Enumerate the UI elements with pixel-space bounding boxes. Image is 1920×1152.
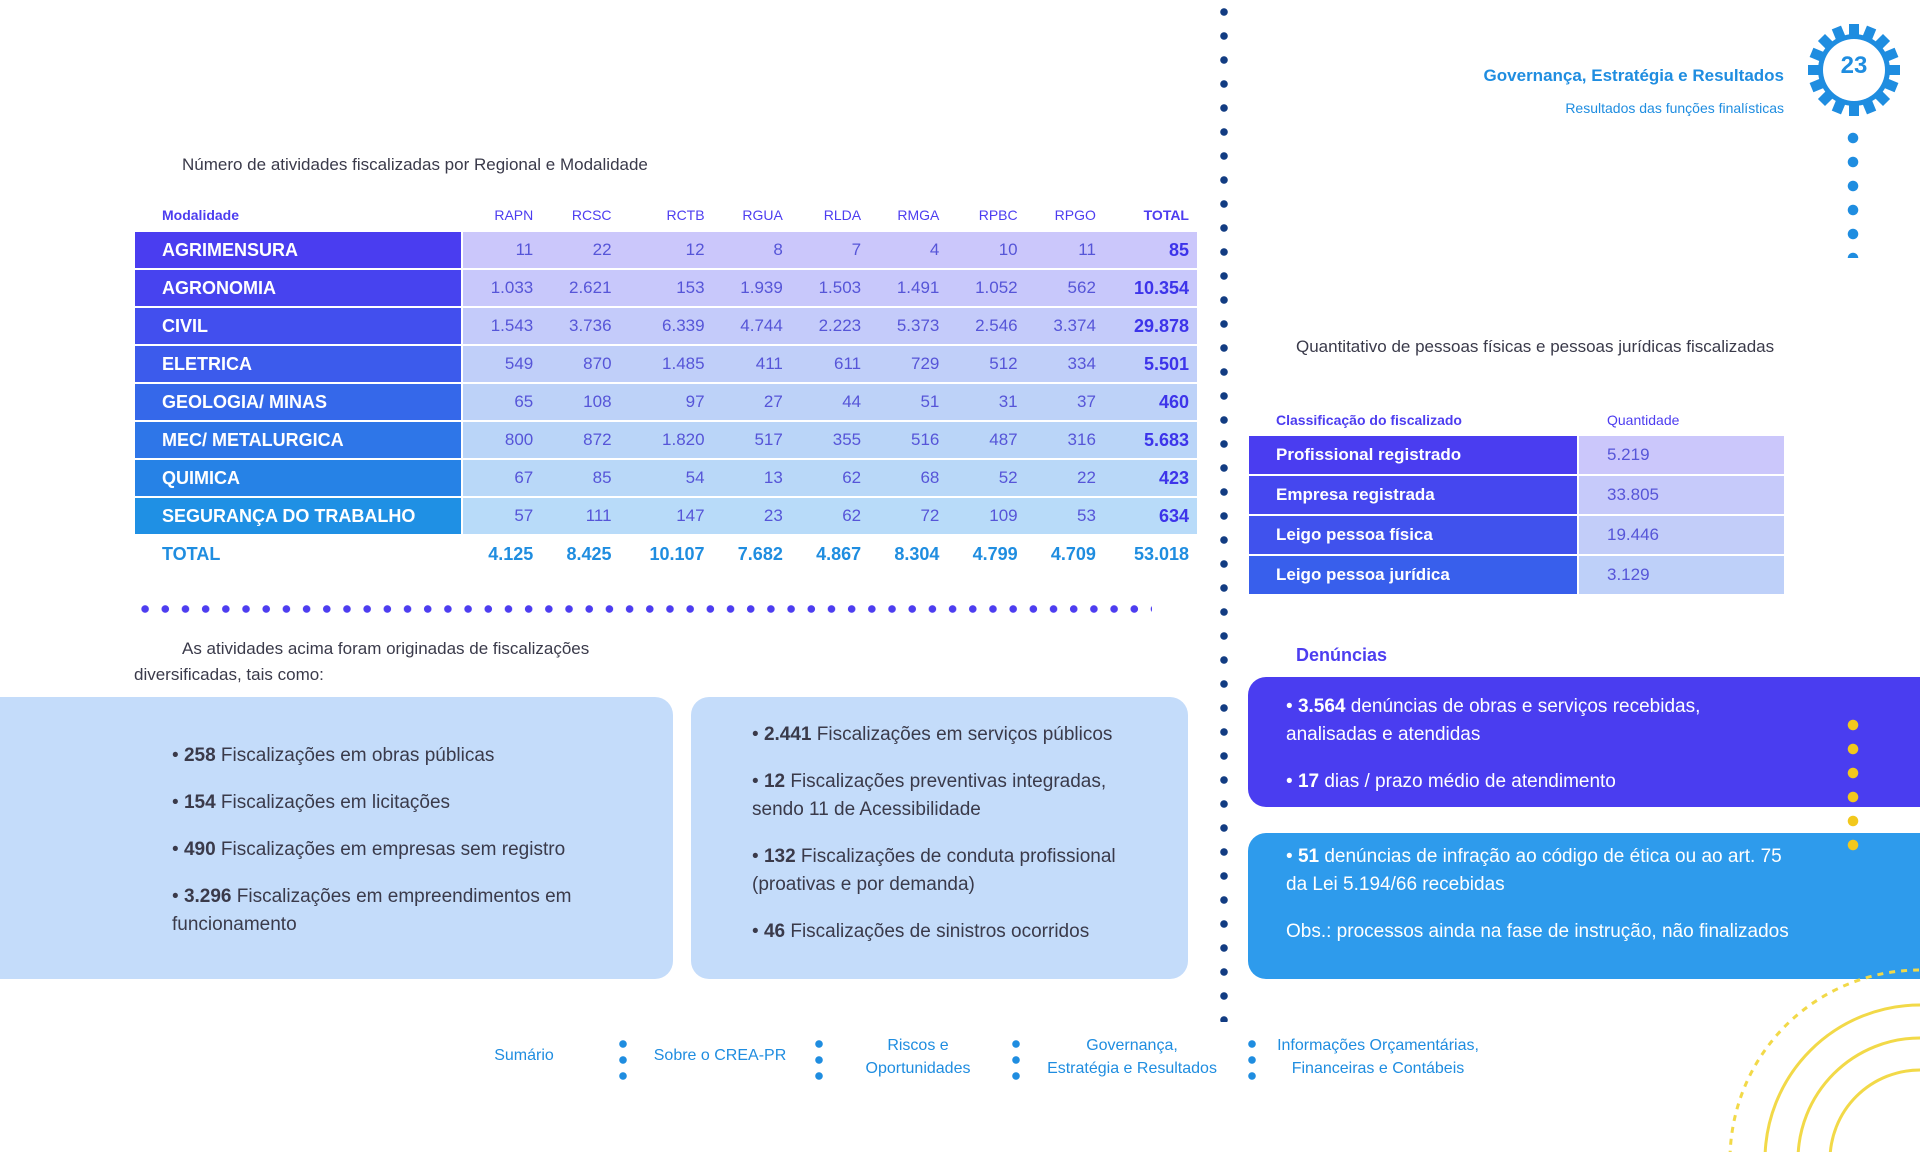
bullet-number: 3.296 [183, 886, 232, 907]
table-row [1249, 516, 1784, 556]
nav-sumario[interactable]: Sumário [494, 1047, 554, 1064]
nav-divider [815, 1036, 823, 1084]
modality-name: AGRONOMIA [135, 270, 463, 308]
table-row [135, 460, 1197, 498]
table-cell: 111 [541, 498, 619, 536]
page-number: 23 [1840, 52, 1868, 79]
table-cell: 108 [541, 384, 619, 422]
bullet-text: denúncias de obras e serviços recebidas, analisadas e atendidas [1286, 696, 1701, 745]
section-title: Governança, Estratégia e Resultados [1483, 66, 1784, 85]
table-cell: 13 [713, 460, 791, 498]
table-cell: 22 [541, 232, 619, 270]
bullet-text: Fiscalizações de sinistros ocorridos [785, 921, 1090, 942]
yellow-dot-trail [1847, 713, 1859, 857]
col-classificacao: Classificação do fiscalizado [1276, 412, 1462, 428]
row-total: 634 [1104, 498, 1197, 536]
column-total: 7.682 [713, 536, 791, 574]
table-cell: 12 [620, 232, 713, 270]
bullet-number: 17 [1297, 771, 1320, 792]
table-cell: 872 [541, 422, 619, 460]
bullet-number: 132 [763, 846, 796, 867]
table-row [135, 270, 1197, 308]
classification-qty: 33.805 [1579, 476, 1784, 516]
row-total: 5.501 [1104, 346, 1197, 384]
column-total: 4.125 [463, 536, 541, 574]
table-cell: 10 [947, 232, 1025, 270]
table-cell: 611 [791, 346, 869, 384]
list-item: • 3.296 Fiscalizações em empreendimentos em funcionamento [172, 886, 572, 935]
denuncias-box-primary [1248, 677, 1920, 807]
table-cell: 2.546 [947, 308, 1025, 346]
table-cell: 6.339 [620, 308, 713, 346]
table-cell: 8 [713, 232, 791, 270]
activities-box-right [691, 697, 1188, 979]
table-cell: 4.744 [713, 308, 791, 346]
bullet-number: 46 [763, 921, 786, 942]
modality-name: AGRIMENSURA [135, 232, 463, 270]
row-total: 423 [1104, 460, 1197, 498]
grand-total: 53.018 [1104, 536, 1197, 574]
table-cell: 516 [869, 422, 947, 460]
list-item: • 154 Fiscalizações em licitações [172, 792, 451, 813]
column-total: 8.425 [541, 536, 619, 574]
column-header: TOTAL [1143, 207, 1189, 223]
table-row [135, 232, 1197, 270]
activities-box-left [0, 697, 673, 979]
main-table-title: Número de atividades fiscalizadas por Regional e Modalidade [182, 155, 648, 174]
table-cell: 23 [713, 498, 791, 536]
table-cell: 109 [947, 498, 1025, 536]
column-total: 4.867 [791, 536, 869, 574]
table-row [135, 384, 1197, 422]
modality-name: ELETRICA [135, 346, 463, 384]
table-cell: 3.374 [1026, 308, 1104, 346]
table-cell: 62 [791, 498, 869, 536]
table-cell: 52 [947, 460, 1025, 498]
table-cell: 1.820 [620, 422, 713, 460]
column-total: 4.799 [947, 536, 1025, 574]
denuncias-obs: Obs.: processos ainda na fase de instrução, não finalizados [1286, 921, 1789, 942]
column-header: Modalidade [162, 207, 240, 223]
bullet-number: 258 [183, 745, 216, 766]
table-cell: 51 [869, 384, 947, 422]
classification-name: Leigo pessoa jurídica [1249, 556, 1579, 596]
table-cell: 355 [791, 422, 869, 460]
table-cell: 1.485 [620, 346, 713, 384]
nav-informacoes[interactable]: Informações Orçamentárias, Financeiras e Contábeis [1277, 1037, 1479, 1077]
table-row [135, 422, 1197, 460]
classification-qty: 19.446 [1579, 516, 1784, 556]
classification-qty: 3.129 [1579, 556, 1784, 596]
table-cell: 411 [713, 346, 791, 384]
classification-title: Quantitativo de pessoas físicas e pessoas jurídicas fiscalizadas [1296, 337, 1775, 356]
denuncia-item: • 3.564 denúncias de obras e serviços recebidas, analisadas e atendidas [1286, 696, 1701, 745]
column-header: RCSC [571, 207, 612, 223]
bullet-text: denúncias de infração ao código de ética ou ao art. 75 da Lei 5.194/66 recebidas [1286, 846, 1782, 895]
table-cell: 72 [869, 498, 947, 536]
nav-riscos[interactable]: Riscos e Oportunidades [865, 1037, 971, 1077]
row-total: 10.354 [1104, 270, 1197, 308]
table-cell: 54 [620, 460, 713, 498]
table-cell: 870 [541, 346, 619, 384]
table-cell: 2.621 [541, 270, 619, 308]
list-item: • 2.441 Fiscalizações em serviços públicos [752, 724, 1113, 745]
decorative-arcs [1700, 960, 1920, 1152]
table-cell: 549 [463, 346, 541, 384]
table-cell: 65 [463, 384, 541, 422]
table-cell: 37 [1026, 384, 1104, 422]
bullet-text: Fiscalizações preventivas integradas, sendo 11 de Acessibilidade [752, 771, 1107, 820]
column-header: RAPN [494, 207, 534, 223]
table-cell: 44 [791, 384, 869, 422]
table-cell: 1.503 [791, 270, 869, 308]
classification-table [1249, 404, 1784, 596]
table-row [135, 346, 1197, 384]
total-label: TOTAL [135, 536, 463, 574]
total-row [135, 536, 1197, 574]
table-row [1249, 476, 1784, 516]
table-cell: 316 [1026, 422, 1104, 460]
classification-name: Profissional registrado [1249, 436, 1579, 476]
table-cell: 153 [620, 270, 713, 308]
row-total: 460 [1104, 384, 1197, 422]
bullet-text: Fiscalizações em obras públicas [215, 745, 495, 766]
table-cell: 4 [869, 232, 947, 270]
column-header: RPBC [978, 207, 1018, 223]
nav-divider [1248, 1036, 1256, 1084]
list-item: • 490 Fiscalizações em empresas sem registro [172, 839, 566, 860]
nav-divider [1012, 1036, 1020, 1084]
modality-name: MEC/ METALURGICA [135, 422, 463, 460]
table-cell: 5.373 [869, 308, 947, 346]
table-cell: 11 [463, 232, 541, 270]
nav-divider [619, 1036, 627, 1084]
table-cell: 800 [463, 422, 541, 460]
column-total: 4.709 [1026, 536, 1104, 574]
list-item: • 46 Fiscalizações de sinistros ocorridos [752, 921, 1090, 942]
nav-sobre[interactable]: Sobre o CREA-PR [653, 1047, 787, 1064]
col-quantidade: Quantidade [1607, 412, 1680, 428]
list-item: • 12 Fiscalizações preventivas integradas, sendo 11 de Acessibilidade [752, 771, 1107, 820]
table-cell: 1.491 [869, 270, 947, 308]
column-header: RLDA [823, 207, 862, 223]
row-total: 85 [1104, 232, 1197, 270]
bullet-text: dias / prazo médio de atendimento [1319, 771, 1616, 792]
bullet-number: 490 [183, 839, 216, 860]
column-total: 8.304 [869, 536, 947, 574]
table-cell: 67 [463, 460, 541, 498]
classification-qty: 5.219 [1579, 436, 1784, 476]
table-cell: 512 [947, 346, 1025, 384]
table-cell: 3.736 [541, 308, 619, 346]
bullet-number: 12 [763, 771, 786, 792]
table-cell: 22 [1026, 460, 1104, 498]
table-cell: 147 [620, 498, 713, 536]
classification-name: Empresa registrada [1249, 476, 1579, 516]
regional-modality-table [135, 198, 1197, 574]
denuncias-box-secondary [1248, 833, 1920, 979]
column-header: RMGA [897, 207, 940, 223]
column-total: 10.107 [620, 536, 713, 574]
table-cell: 1.052 [947, 270, 1025, 308]
table-cell: 334 [1026, 346, 1104, 384]
bullet-text: Fiscalizações em serviços públicos [811, 724, 1113, 745]
modality-name: SEGURANÇA DO TRABALHO [135, 498, 463, 536]
bullet-text: Fiscalizações em empresas sem registro [215, 839, 566, 860]
table-cell: 85 [541, 460, 619, 498]
table-cell: 1.939 [713, 270, 791, 308]
table-cell: 7 [791, 232, 869, 270]
bullet-number: 2.441 [763, 724, 812, 745]
table-cell: 31 [947, 384, 1025, 422]
denuncia-item: • 51 denúncias de infração ao código de ética ou ao art. 75 da Lei 5.194/66 recebidas [1286, 846, 1782, 895]
nav-governanca[interactable]: Governança, Estratégia e Resultados [1047, 1037, 1217, 1077]
denuncia-item: • 17 dias / prazo médio de atendimento [1286, 771, 1616, 792]
table-cell: 487 [947, 422, 1025, 460]
table-cell: 729 [869, 346, 947, 384]
bullet-text: Fiscalizações em licitações [215, 792, 451, 813]
list-item: • 132 Fiscalizações de conduta profissional (proativas e por demanda) [752, 846, 1116, 895]
row-total: 29.878 [1104, 308, 1197, 346]
classification-name: Leigo pessoa física [1249, 516, 1579, 556]
modality-name: CIVIL [135, 308, 463, 346]
table-cell: 62 [791, 460, 869, 498]
column-header: RGUA [742, 207, 783, 223]
row-total: 5.683 [1104, 422, 1197, 460]
modality-name: QUIMICA [135, 460, 463, 498]
column-header: RCTB [666, 207, 705, 223]
table-cell: 2.223 [791, 308, 869, 346]
list-item: • 258 Fiscalizações em obras públicas [172, 745, 495, 766]
modality-name: GEOLOGIA/ MINAS [135, 384, 463, 422]
bullet-text: Fiscalizações de conduta profissional (proativas e por demanda) [752, 846, 1116, 895]
column-header: RPGO [1054, 207, 1096, 223]
table-cell: 517 [713, 422, 791, 460]
table-cell: 68 [869, 460, 947, 498]
column-divider [1220, 0, 1228, 1022]
table-cell: 562 [1026, 270, 1104, 308]
bullet-number: 3.564 [1297, 696, 1346, 717]
header-dot-trail [1847, 126, 1859, 258]
denuncias-title: Denúncias [1296, 645, 1388, 665]
table-row [1249, 436, 1784, 476]
table-cell: 1.033 [463, 270, 541, 308]
table-row [135, 308, 1197, 346]
table-cell: 57 [463, 498, 541, 536]
bullet-number: 154 [183, 792, 216, 813]
bullet-text: Fiscalizações em empreendimentos em funcionamento [172, 886, 572, 935]
table-cell: 53 [1026, 498, 1104, 536]
table-cell: 27 [713, 384, 791, 422]
section-subtitle: Resultados das funções finalísticas [1565, 100, 1784, 116]
table-cell: 1.543 [463, 308, 541, 346]
bullet-number: 51 [1297, 846, 1320, 867]
table-row [1249, 556, 1784, 596]
table-cell: 11 [1026, 232, 1104, 270]
table-separator [135, 605, 1152, 613]
table-cell: 97 [620, 384, 713, 422]
activities-intro: As atividades acima foram originadas de fiscalizações diversificadas, tais como: [134, 639, 590, 684]
table-row [135, 498, 1197, 536]
